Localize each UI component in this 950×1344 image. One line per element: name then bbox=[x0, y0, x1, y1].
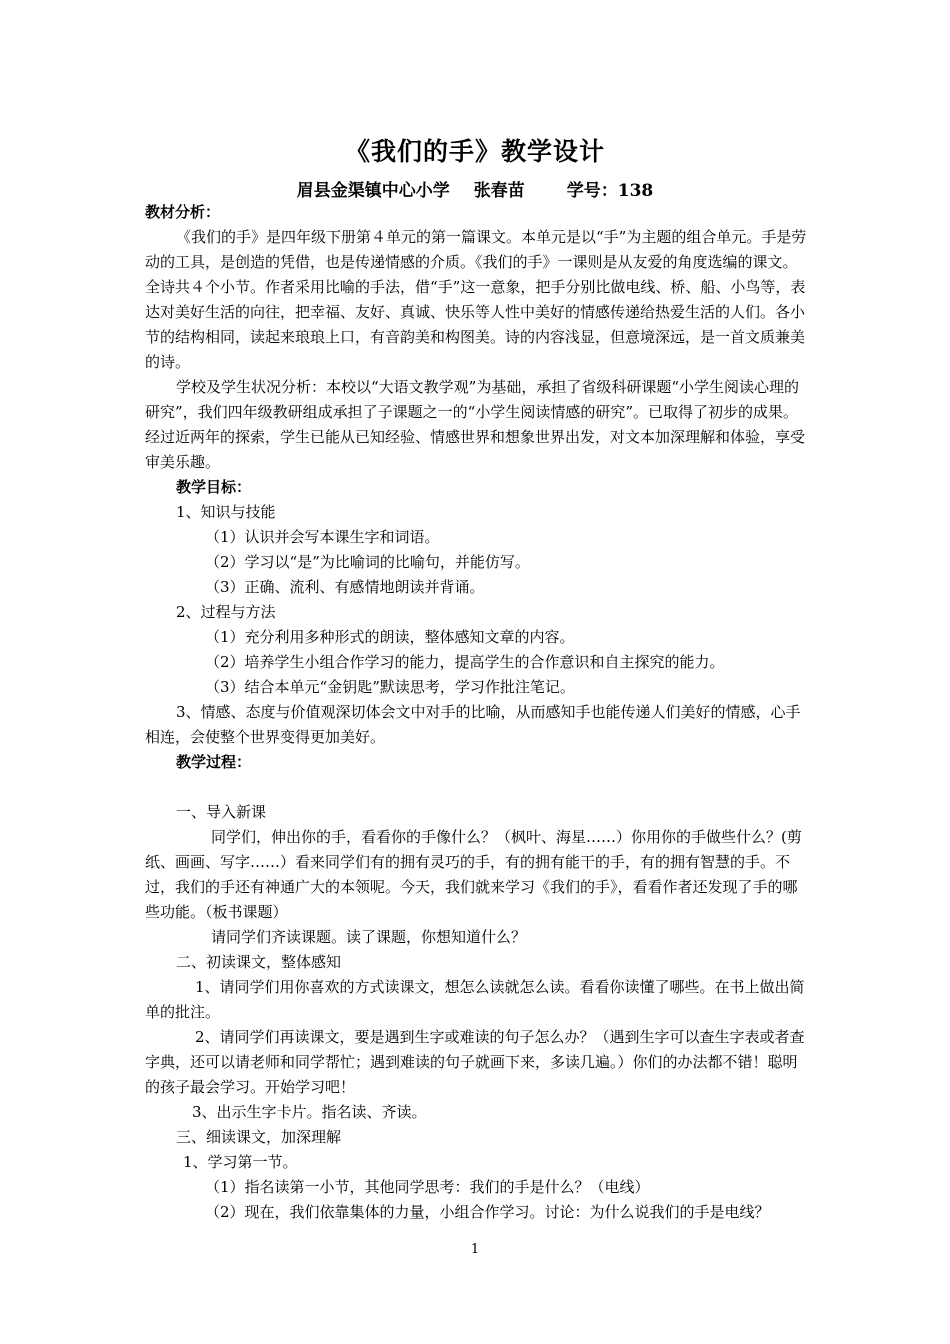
goal-2-item-c: （3）结合本单元“金钥匙”默读思考，学习作批注笔记。 bbox=[205, 678, 575, 696]
step-2-heading: 二、初读课文，整体感知 bbox=[176, 953, 342, 971]
goal-2-item-a: （1）充分利用多种形式的朗读，整体感知文章的内容。 bbox=[205, 628, 575, 646]
page-number: 1 bbox=[470, 1242, 480, 1257]
step-3-heading: 三、细读课文，加深理解 bbox=[176, 1128, 342, 1146]
goal-1-item-b: （2）学习以“是”为比喻词的比喻句，并能仿写。 bbox=[205, 553, 530, 571]
step-2-paragraph-3: 3、出示生字卡片。指名读、齐读。 bbox=[192, 1103, 427, 1121]
goal-2: 2、过程与方法 bbox=[176, 603, 276, 621]
analysis-heading: 教材分析： bbox=[145, 203, 221, 221]
author-name: 张春苗 bbox=[473, 181, 525, 201]
document-body bbox=[145, 200, 810, 1225]
step-1-paragraph-2: 请同学们齐读课题。读了课题，你想知道什么？ bbox=[211, 928, 527, 946]
document-subtitle bbox=[0, 176, 950, 201]
goal-3: 3、情感、态度与价值观深切体会文中对手的比喻，从而感知手也能传递人们美好的情感，心手相连，会使整个世界变得更加美好。 bbox=[145, 703, 801, 746]
goals-heading: 教学目标： bbox=[176, 478, 252, 496]
goal-1-item-a: （1）认识并会写本课生字和词语。 bbox=[205, 528, 440, 546]
school-name: 眉县金渠镇中心小学 bbox=[296, 181, 450, 201]
goal-1: 1、知识与技能 bbox=[176, 503, 276, 521]
step-3-item-1: 1、学习第一节。 bbox=[183, 1153, 298, 1171]
step-1-heading: 一、导入新课 bbox=[176, 803, 267, 821]
process-heading: 教学过程： bbox=[176, 753, 252, 771]
step-1-paragraph-1: 同学们，伸出你的手，看看你的手像什么？（枫叶、海星……）你用你的手做些什么？(剪纸、画画、写字……）看来同学们有的拥有灵巧的手，有的拥有能干的手，有的拥有智慧的手。不过，我们的手还有神通广大的本领呢。今天，我们就来学习《我们的手》，看看作者还发现了手的哪些功能。（板书课题） bbox=[145, 828, 802, 921]
analysis-paragraph-1: 《我们的手》是四年级下册第４单元的第一篇课文。本单元是以“手”为主题的组合单元。手是劳动的工具，是创造的凭借，也是传递情感的介质。《我们的手》一课则是从友爱的角度选编的课文。全诗共４个小节。作者采用比喻的手法，借“手”这一意象，把手分别比做电线、桥、船、小鸟等，表达对美好生活的向往，把幸福、友好、真诚、快乐等人性中美好的情感传递给热爱生活的人们。各小节的结构相同，读起来琅琅上口，有音韵美和构图美。诗的内容浅显，但意境深远，是一首文质兼美的诗。 bbox=[145, 228, 807, 371]
goal-1-item-c: （3）正确、流利、有感情地朗读并背诵。 bbox=[205, 578, 485, 596]
analysis-paragraph-2: 学校及学生状况分析：本校以“大语文教学观”为基础，承担了省级科研课题“小学生阅读心理的研究”，我们四年级教研组成承担了子课题之一的“小学生阅读情感的研究”。已取得了初步的成果。经过近两年的探索，学生已能从已知经验、情感世界和想象世界出发，对文本加深理解和体验，享受审美乐趣。 bbox=[145, 378, 806, 471]
goal-2-item-b: （2）培养学生小组合作学习的能力，提高学生的合作意识和自主探究的能力。 bbox=[205, 653, 725, 671]
student-id: 学号：138 bbox=[566, 181, 654, 201]
document-title: 《我们的手》教学设计 bbox=[344, 137, 605, 166]
step-2-paragraph-2: 2、请同学们再读课文，要是遇到生字或难读的句子怎么办？（遇到生字可以查生字表或者查字典，还可以请老师和同学帮忙；遇到难读的句子就画下来，多读几遍。）你们的办法都不错！聪明的孩子最会学习。开始学习吧！ bbox=[145, 1028, 805, 1096]
step-2-paragraph-1: 1、请同学们用你喜欢的方式读课文，想怎么读就怎么读。看看你读懂了哪些。在书上做出简单的批注。 bbox=[145, 978, 805, 1021]
step-3-item-1b: （2）现在，我们依靠集体的力量，小组合作学习。讨论：为什么说我们的手是电线？ bbox=[205, 1203, 770, 1221]
step-3-item-1a: （1）指名读第一小节，其他同学思考：我们的手是什么？（电线） bbox=[205, 1178, 650, 1196]
